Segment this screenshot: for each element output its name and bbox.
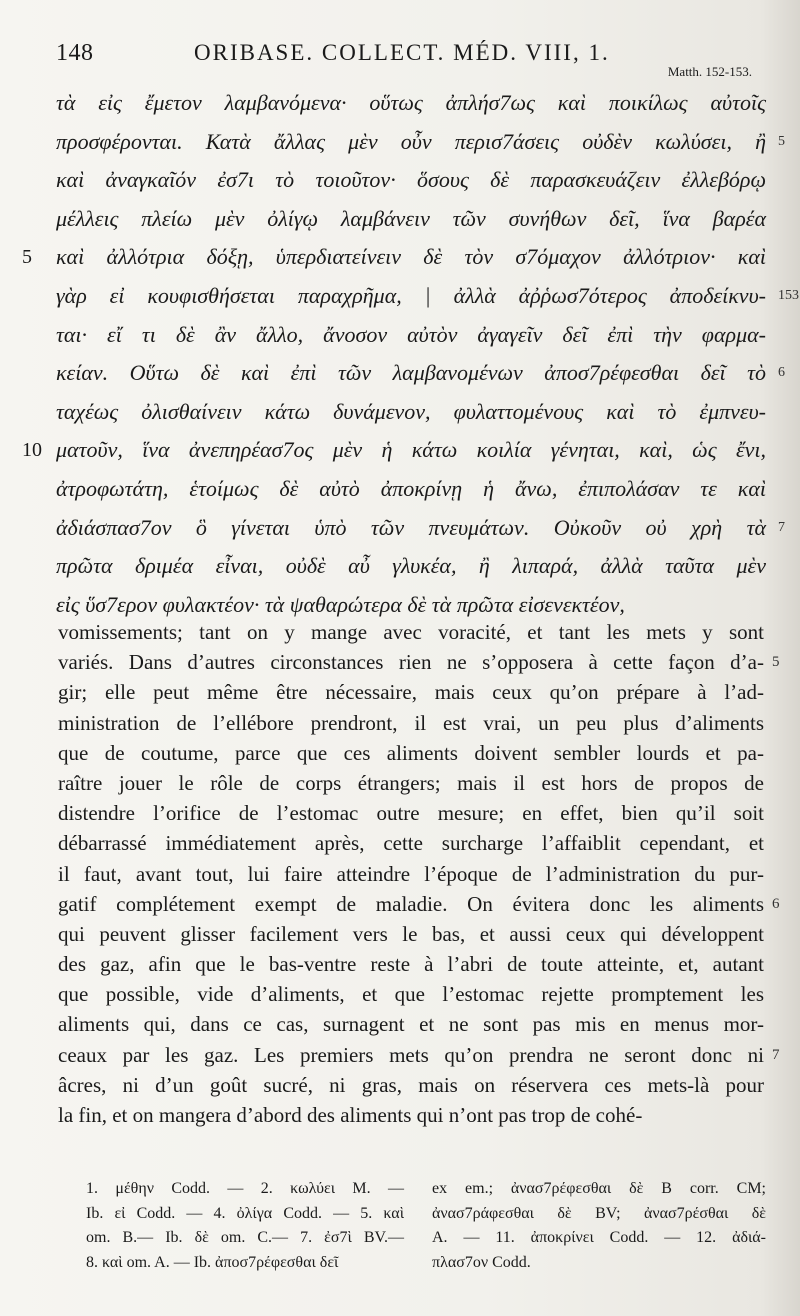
- greek-lines-line: [22, 431, 766, 470]
- greek-lines-line: [56, 354, 785, 393]
- french-lines-line: [58, 798, 764, 828]
- line-text: la fin, et on mangera d’abord des aliments qui n’ont pas trop de cohé-: [58, 1103, 643, 1127]
- line-text: distendre l’orifice de l’estomac outre mesure; en effet, bien qu’il soit: [58, 801, 764, 826]
- line-text: ται· εἴ τι δὲ ἂν ἄλλο, ἄνοσον αὐτὸν ἀγαγεῖν δεῖ ἐπὶ τὴν φαρμα-: [56, 321, 766, 347]
- page-number: 148: [56, 40, 94, 66]
- footnote-line: 1. μέθην Codd. — 2. κωλύει M. —: [86, 1180, 404, 1197]
- line-text: aliments qui, dans ce cas, surnagent et ne sont pas mis en menus mor-: [58, 1012, 764, 1037]
- line-text: ἀδιάσπασ7ον ὃ γίνεται ὑπὸ τῶν πνευμάτων. Οὐκοῦν οὐ χρὴ τὰ: [56, 514, 766, 540]
- footnote-line: ἀνασ7ράφεσθαι δὲ BV; ἀνασ7ρέσθαι δὲ: [432, 1204, 766, 1222]
- footnotes-right-column: [432, 1177, 766, 1275]
- french-lines-line: [58, 1009, 764, 1039]
- line-text: gatif complétement exempt de maladie. On évitera donc les aliments: [58, 891, 764, 916]
- footnote-line: Ib. εἰ Codd. — 4. ὀλίγα Codd. — 5. καὶ: [86, 1204, 404, 1222]
- line-text: ministration de l’ellébore prendront, il est vrai, un peu plus d’aliments: [58, 710, 764, 735]
- french-lines-line: [58, 919, 764, 949]
- line-text: προσφέρονται. Κατὰ ἄλλας μὲν οὖν περισ7άσεις οὐδὲν κωλύσει, ἢ: [56, 128, 766, 154]
- french-lines-line: [58, 859, 764, 889]
- footnote-line: A. — 11. ἀποκρίνει Codd. — 12. ἀδιά-: [432, 1229, 766, 1246]
- line-text: que possible, vide d’aliments, et que l’estomac rejette promptement les: [58, 982, 764, 1007]
- greek-text-block: [22, 84, 799, 624]
- greek-lines-line: [56, 123, 785, 162]
- line-text: que de coutume, parce que ces aliments doivent sembler lourds et pa-: [58, 740, 764, 765]
- french-lines-line: [58, 1070, 764, 1100]
- line-text: il faut, avant tout, lui faire atteindre l’époque de l’administration du pur-: [58, 861, 764, 886]
- margin-reference: 6: [778, 365, 785, 381]
- footnote-line: πλασ7ον Codd.: [432, 1253, 531, 1271]
- line-text: καὶ ἀναγκαῖόν ἐσ7ι τὸ τοιοῦτον· ὅσους δὲ παρασκευάζειν ἐλλεβόρῳ: [56, 167, 766, 193]
- greek-lines-line: [56, 316, 766, 355]
- greek-lines-line: [56, 84, 766, 123]
- margin-reference: 5: [772, 654, 780, 671]
- footnotes-left-column: [86, 1177, 404, 1275]
- french-lines-line: [58, 768, 764, 798]
- greek-lines-line: [56, 200, 766, 239]
- footnote-line: 8. καὶ om. A. — Ib. ἀποσ7ρέφεσθαι δεῖ: [86, 1253, 339, 1271]
- french-lines-line: [58, 979, 764, 1009]
- page-header: [56, 40, 756, 79]
- french-lines-line: [58, 677, 764, 707]
- line-text: πρῶτα δριμέα εἶναι, οὐδὲ αὖ γλυκέα, ἢ λιπαρά, ἀλλὰ ταῦτα μὲν: [56, 553, 766, 579]
- french-translation-block: [58, 617, 780, 1130]
- line-text: ταχέως ὀλισθαίνειν κάτω δυνάμενον, φυλαττομένους καὶ τὸ ἐμπνευ-: [56, 398, 766, 424]
- line-text: καὶ ἀλλότρια δόξῃ, ὑπερδιατείνειν δὲ τὸν σ7όμαχον ἀλλότριον· καὶ: [56, 244, 766, 270]
- greek-lines-line: [56, 509, 785, 548]
- french-lines-line: [58, 647, 780, 677]
- greek-lines-line: [22, 238, 766, 277]
- line-text: ceaux par les gaz. Les premiers mets qu’on prendra ne seront donc ni: [58, 1042, 764, 1067]
- french-lines-line: [58, 617, 764, 647]
- section-reference: Matth. 152-153.: [667, 64, 752, 79]
- footnote-line: ex em.; ἀνασ7ρέφεσθαι δὲ B corr. CM;: [432, 1180, 766, 1197]
- greek-lines-line: [56, 547, 766, 586]
- greek-lines-line: [56, 393, 766, 432]
- line-text: εἰς ὕσ7ερον φυλακτέον· τὰ ψαθαρώτερα δὲ τὰ πρῶτα εἰσενεκτέον,: [56, 591, 625, 617]
- line-text: ἀτροφωτάτη, ἑτοίμως δὲ αὐτὸ ἀποκρίνῃ ἡ ἄνω, ἐπιπολάσαν τε καὶ: [56, 475, 766, 501]
- margin-reference: 7: [772, 1046, 780, 1063]
- greek-lines-line: [56, 277, 799, 316]
- line-text: variés. Dans d’autres circonstances rien ne s’opposera à cette façon d’a-: [58, 650, 764, 675]
- french-lines-line: [58, 1100, 764, 1130]
- footnote-line: om. B.— Ib. δὲ om. C.— 7. ἐσ7ὶ BV.—: [86, 1229, 404, 1246]
- line-text: qui peuvent glisser facilement vers le bas, et aussi ceux qui développent: [58, 921, 764, 946]
- line-text: γὰρ εἰ κουφισθήσεται παραχρῆμα, | ἀλλὰ ἀῤῥωσ7ότερος ἀποδείκνυ-: [56, 282, 766, 308]
- french-lines-line: [58, 828, 764, 858]
- french-lines-line: [58, 1040, 780, 1070]
- line-text: âcres, ni d’un goût sucré, ni gras, mais on réservera ces mets-là pour: [58, 1072, 764, 1097]
- french-lines-line: [58, 889, 780, 919]
- french-lines-line: [58, 708, 764, 738]
- line-text: débarrassé immédiatement après, cette surcharge l’affaiblit cependant, et: [58, 831, 764, 856]
- line-number: 5: [22, 246, 32, 269]
- margin-reference: 7: [778, 519, 785, 535]
- margin-reference: 153: [778, 287, 799, 303]
- line-text: des gaz, afin que le bas-ventre reste à l’abri de toute atteinte, et, autant: [58, 952, 764, 977]
- line-text: κείαν. Οὕτω δὲ καὶ ἐπὶ τῶν λαμβανομένων ἀποσ7ρέφεσθαι δεῖ τὸ: [56, 360, 766, 386]
- line-text: τὰ εἰς ἔμετον λαμβανόμενα· οὕτως ἀπλήσ7ως καὶ ποικίλως αὐτοῖς: [56, 90, 766, 115]
- line-text: ματοῦν, ἵνα ἀνεπηρέασ7ος μὲν ἡ κάτω κοιλία γένηται, καὶ, ὡς ἔνι,: [56, 437, 766, 463]
- line-text: vomissements; tant on y mange avec voracité, et tant les mets y sont: [58, 620, 764, 644]
- line-text: raître jouer le rôle de corps étrangers; mais il est hors de propos de: [58, 770, 764, 795]
- margin-reference: 5: [778, 133, 785, 149]
- greek-lines-line: [56, 161, 766, 200]
- line-text: gir; elle peut même être nécessaire, mais ceux qu’on prépare à l’ad-: [58, 680, 764, 705]
- french-lines-line: [58, 949, 764, 979]
- running-title: ORIBASE. COLLECT. MÉD. VIII, 1.: [194, 40, 610, 65]
- line-number: 10: [22, 439, 42, 462]
- line-text: μέλλεις πλείω μὲν ὀλίγῳ λαμβάνειν τῶν συνήθων δεῖ, ἵνα βαρέα: [56, 205, 766, 231]
- french-lines-line: [58, 738, 764, 768]
- greek-lines-line: [56, 470, 766, 509]
- margin-reference: 6: [772, 895, 780, 912]
